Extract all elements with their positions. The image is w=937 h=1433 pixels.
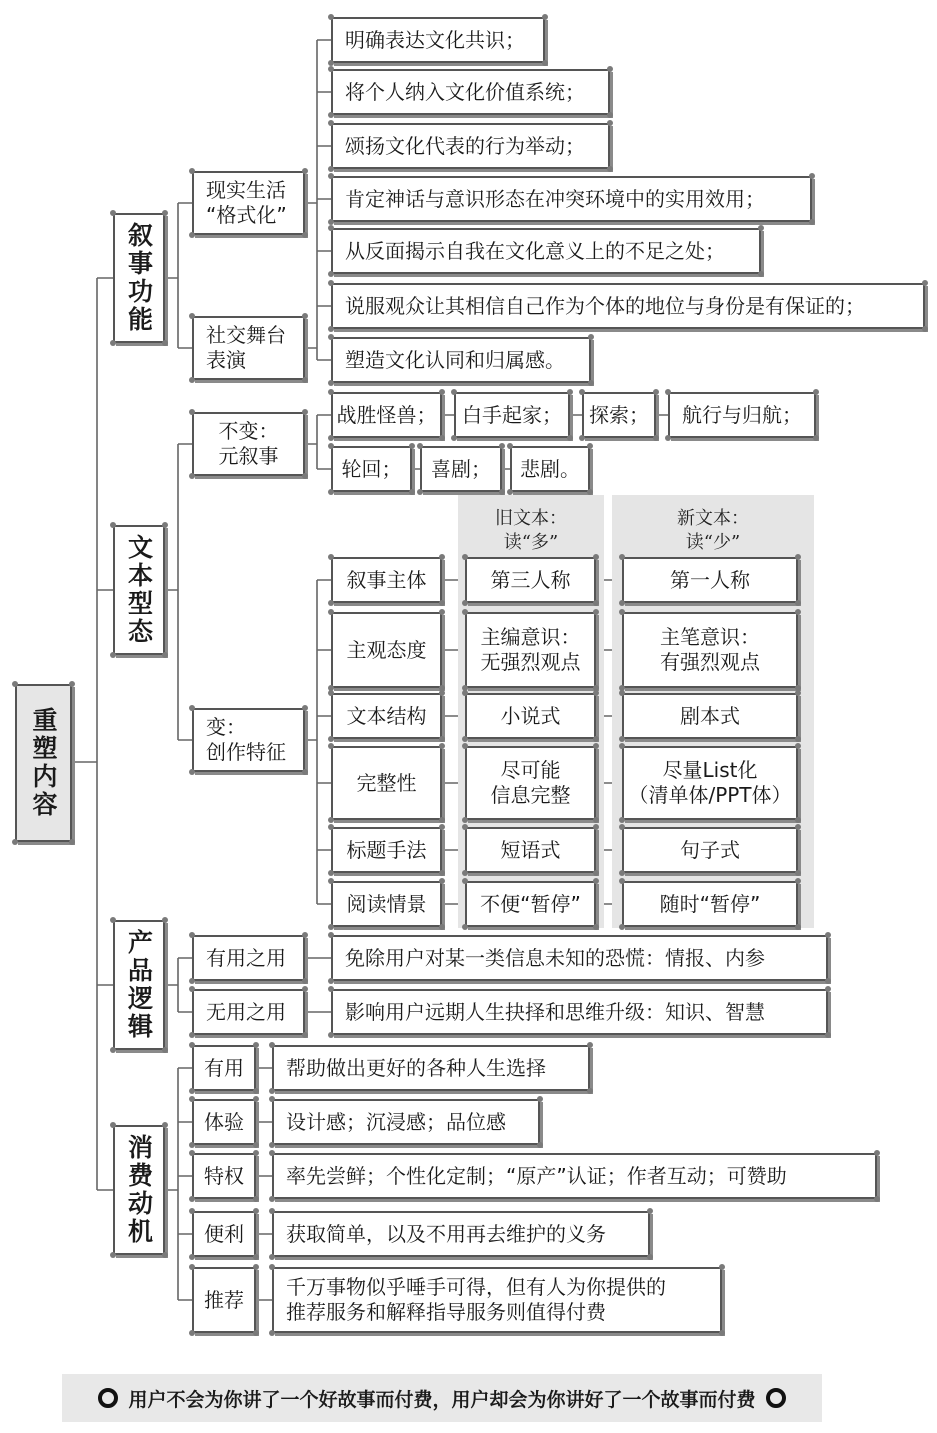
corner-handle: [439, 554, 445, 560]
corner-handle: [189, 232, 195, 238]
corner-handle: [647, 1254, 653, 1260]
corner-handle: [758, 271, 764, 277]
corner-handle: [328, 743, 334, 749]
corner-handle: [462, 878, 468, 884]
corner-handle: [328, 817, 334, 823]
corner-handle: [619, 824, 625, 830]
corner-handle: [665, 389, 671, 395]
corner-handle: [328, 824, 334, 830]
corner-handle: [328, 736, 334, 742]
corner-handle: [619, 554, 625, 560]
corner-handle: [795, 609, 801, 615]
corner-handle: [328, 225, 334, 231]
corner-handle: [593, 743, 599, 749]
corner-handle: [439, 870, 445, 876]
corner-handle: [302, 473, 308, 479]
aspect-completeness: 完整性: [331, 746, 442, 820]
corner-handle: [110, 1047, 116, 1053]
corner-handle: [619, 609, 625, 615]
corner-handle: [825, 932, 831, 938]
corner-handle: [189, 1150, 195, 1156]
corner-handle: [189, 1142, 195, 1148]
subnode-social-stage: 社交舞台 表演: [192, 316, 305, 380]
corner-handle: [462, 817, 468, 823]
corner-handle: [269, 1264, 275, 1270]
root-node: 重塑内容: [15, 684, 72, 842]
motive-desc: 帮助做出更好的各种人生选择: [272, 1045, 590, 1091]
corner-handle: [758, 225, 764, 231]
motive-label: 有用: [192, 1045, 256, 1091]
corner-handle: [69, 839, 75, 845]
corner-handle: [253, 1264, 259, 1270]
product-logic-desc: 影响用户远期人生抉择和思维升级：知识、智慧: [331, 989, 828, 1035]
corner-handle: [809, 173, 815, 179]
footer-text: 用户不会为你讲了一个好故事而付费，用户却会为你讲好了一个故事而付费: [128, 1388, 756, 1411]
new-value: 主笔意识： 有强烈观点: [622, 612, 798, 688]
corner-handle: [269, 1042, 275, 1048]
motive-desc: 获取简单，以及不用再去维护的义务: [272, 1211, 650, 1257]
corner-handle: [269, 1150, 275, 1156]
corner-handle: [269, 1254, 275, 1260]
corner-handle: [439, 743, 445, 749]
corner-handle: [619, 600, 625, 606]
corner-handle: [619, 817, 625, 823]
corner-handle: [302, 769, 308, 775]
corner-handle: [462, 743, 468, 749]
corner-handle: [269, 1096, 275, 1102]
old-value: 短语式: [465, 827, 596, 873]
corner-handle: [417, 489, 423, 495]
aspect-title-technique: 标题手法: [331, 827, 442, 873]
corner-handle: [607, 120, 613, 126]
corner-handle: [162, 210, 168, 216]
corner-handle: [302, 978, 308, 984]
corner-handle: [162, 917, 168, 923]
corner-handle: [607, 166, 613, 172]
new-text-header: 新文本： 读“少”: [677, 508, 749, 553]
corner-handle: [619, 743, 625, 749]
corner-handle: [328, 443, 334, 449]
corner-handle: [328, 166, 334, 172]
meta-narrative-item: 悲剧。: [510, 446, 590, 492]
corner-handle: [795, 924, 801, 930]
corner-handle: [189, 1042, 195, 1048]
corner-handle: [439, 924, 445, 930]
corner-handle: [328, 978, 334, 984]
corner-handle: [439, 609, 445, 615]
corner-handle: [328, 334, 334, 340]
motive-label: 便利: [192, 1211, 256, 1257]
corner-handle: [328, 489, 334, 495]
corner-handle: [162, 1047, 168, 1053]
corner-handle: [719, 1330, 725, 1336]
corner-handle: [328, 66, 334, 72]
corner-handle: [162, 652, 168, 658]
narrative-item: 颂扬文化代表的行为举动；: [331, 123, 610, 169]
corner-handle: [253, 1088, 259, 1094]
new-value: 随时“暂停”: [622, 881, 798, 927]
corner-handle: [328, 380, 334, 386]
corner-handle: [588, 380, 594, 386]
meta-narrative-item: 喜剧；: [420, 446, 502, 492]
corner-handle: [567, 389, 573, 395]
circle-icon: [766, 1388, 786, 1408]
corner-handle: [593, 554, 599, 560]
corner-handle: [110, 1122, 116, 1128]
corner-handle: [579, 389, 585, 395]
corner-handle: [507, 489, 513, 495]
corner-handle: [328, 1032, 334, 1038]
corner-handle: [328, 14, 334, 20]
corner-handle: [593, 824, 599, 830]
corner-handle: [593, 870, 599, 876]
corner-handle: [619, 736, 625, 742]
corner-handle: [302, 377, 308, 383]
corner-handle: [462, 924, 468, 930]
corner-handle: [813, 389, 819, 395]
corner-handle: [593, 736, 599, 742]
narrative-item: 肯定神话与意识形态在冲突环境中的实用效用；: [331, 176, 812, 222]
corner-handle: [439, 435, 445, 441]
old-value: 主编意识： 无强烈观点: [465, 612, 596, 688]
corner-handle: [328, 389, 334, 395]
corner-handle: [189, 313, 195, 319]
motive-label: 特权: [192, 1153, 256, 1199]
old-text-header: 旧文本： 读“多”: [495, 508, 567, 553]
corner-handle: [328, 271, 334, 277]
corner-handle: [922, 280, 928, 286]
section-text-form: 文本型态: [113, 525, 165, 655]
corner-handle: [189, 1096, 195, 1102]
corner-handle: [12, 839, 18, 845]
corner-handle: [537, 1142, 543, 1148]
corner-handle: [593, 817, 599, 823]
corner-handle: [593, 924, 599, 930]
corner-handle: [328, 986, 334, 992]
corner-handle: [302, 1032, 308, 1038]
corner-handle: [328, 326, 334, 332]
corner-handle: [189, 932, 195, 938]
corner-handle: [587, 443, 593, 449]
corner-handle: [302, 232, 308, 238]
section-consumption-motive: 消费动机: [113, 1125, 165, 1255]
corner-handle: [619, 690, 625, 696]
corner-handle: [269, 1088, 275, 1094]
corner-handle: [593, 878, 599, 884]
corner-handle: [462, 554, 468, 560]
corner-handle: [417, 443, 423, 449]
corner-handle: [607, 112, 613, 118]
corner-handle: [328, 120, 334, 126]
corner-handle: [328, 870, 334, 876]
corner-handle: [302, 986, 308, 992]
narrative-item: 说服观众让其相信自己作为个体的地位与身份是有保证的；: [331, 283, 925, 329]
corner-handle: [499, 443, 505, 449]
corner-handle: [409, 489, 415, 495]
corner-handle: [439, 817, 445, 823]
corner-handle: [328, 600, 334, 606]
corner-handle: [162, 340, 168, 346]
corner-handle: [302, 932, 308, 938]
corner-handle: [462, 609, 468, 615]
corner-handle: [874, 1196, 880, 1202]
corner-handle: [813, 435, 819, 441]
corner-handle: [439, 824, 445, 830]
corner-handle: [328, 690, 334, 696]
section-product-logic: 产品逻辑: [113, 920, 165, 1050]
corner-handle: [189, 986, 195, 992]
corner-handle: [587, 1088, 593, 1094]
corner-handle: [439, 389, 445, 395]
corner-handle: [189, 1088, 195, 1094]
corner-handle: [439, 690, 445, 696]
corner-handle: [189, 705, 195, 711]
corner-handle: [587, 489, 593, 495]
new-value: 剧本式: [622, 693, 798, 739]
corner-handle: [328, 112, 334, 118]
corner-handle: [328, 924, 334, 930]
subnode-unchanged-meta-narrative: 不变： 元叙事: [192, 412, 305, 476]
corner-handle: [809, 219, 815, 225]
corner-handle: [462, 870, 468, 876]
motive-desc: 设计感；沉浸感；品位感: [272, 1099, 540, 1145]
corner-handle: [162, 1252, 168, 1258]
corner-handle: [439, 736, 445, 742]
corner-handle: [189, 168, 195, 174]
old-value: 不便“暂停”: [465, 881, 596, 927]
corner-handle: [795, 690, 801, 696]
corner-handle: [253, 1208, 259, 1214]
corner-handle: [253, 1096, 259, 1102]
corner-handle: [795, 878, 801, 884]
corner-handle: [507, 443, 513, 449]
corner-handle: [409, 443, 415, 449]
corner-handle: [110, 522, 116, 528]
corner-handle: [795, 824, 801, 830]
corner-handle: [825, 978, 831, 984]
circle-icon: [98, 1388, 118, 1408]
corner-handle: [593, 690, 599, 696]
corner-handle: [451, 435, 457, 441]
corner-handle: [439, 878, 445, 884]
corner-handle: [189, 1208, 195, 1214]
new-value: 句子式: [622, 827, 798, 873]
corner-handle: [328, 554, 334, 560]
meta-narrative-item: 白手起家；: [454, 392, 570, 438]
corner-handle: [269, 1208, 275, 1214]
corner-handle: [719, 1264, 725, 1270]
corner-handle: [593, 609, 599, 615]
corner-handle: [110, 917, 116, 923]
corner-handle: [593, 600, 599, 606]
corner-handle: [110, 210, 116, 216]
corner-handle: [162, 1122, 168, 1128]
corner-handle: [253, 1330, 259, 1336]
corner-handle: [253, 1142, 259, 1148]
corner-handle: [110, 1252, 116, 1258]
corner-handle: [253, 1254, 259, 1260]
corner-handle: [189, 1330, 195, 1336]
corner-handle: [462, 690, 468, 696]
corner-handle: [874, 1150, 880, 1156]
corner-handle: [189, 1254, 195, 1260]
narrative-item: 将个人纳入文化价值系统；: [331, 69, 610, 115]
corner-handle: [439, 600, 445, 606]
new-value: 第一人称: [622, 557, 798, 603]
corner-handle: [462, 600, 468, 606]
corner-handle: [619, 878, 625, 884]
corner-handle: [189, 473, 195, 479]
narrative-item: 明确表达文化共识；: [331, 17, 545, 63]
corner-handle: [189, 1032, 195, 1038]
corner-handle: [253, 1196, 259, 1202]
corner-handle: [189, 1264, 195, 1270]
corner-handle: [665, 435, 671, 441]
corner-handle: [302, 705, 308, 711]
corner-handle: [653, 389, 659, 395]
corner-handle: [462, 824, 468, 830]
narrative-item: 塑造文化认同和归属感。: [331, 337, 591, 383]
meta-narrative-item: 轮回；: [331, 446, 412, 492]
corner-handle: [328, 173, 334, 179]
motive-desc: 率先尝鲜；个性化定制；“原产”认证；作者互动；可赞助: [272, 1153, 877, 1199]
corner-handle: [653, 435, 659, 441]
corner-handle: [607, 66, 613, 72]
footer-banner: [62, 1374, 822, 1422]
corner-handle: [302, 313, 308, 319]
corner-handle: [189, 769, 195, 775]
corner-handle: [328, 878, 334, 884]
new-value: 尽量List化 （清单体/PPT体）: [622, 746, 798, 820]
corner-handle: [795, 554, 801, 560]
corner-handle: [451, 389, 457, 395]
corner-handle: [588, 334, 594, 340]
corner-handle: [922, 326, 928, 332]
corner-handle: [537, 1096, 543, 1102]
corner-handle: [795, 870, 801, 876]
meta-narrative-item: 航行与归航；: [668, 392, 816, 438]
corner-handle: [825, 986, 831, 992]
corner-handle: [253, 1150, 259, 1156]
corner-handle: [328, 932, 334, 938]
motive-label: 推荐: [192, 1267, 256, 1333]
corner-handle: [162, 522, 168, 528]
corner-handle: [542, 14, 548, 20]
corner-handle: [69, 681, 75, 687]
motive-desc: 千万事物似乎唾手可得，但有人为你提供的 推荐服务和解释指导服务则值得付费: [272, 1267, 722, 1333]
corner-handle: [189, 409, 195, 415]
corner-handle: [328, 435, 334, 441]
corner-handle: [302, 168, 308, 174]
corner-handle: [328, 609, 334, 615]
corner-handle: [110, 340, 116, 346]
corner-handle: [189, 1196, 195, 1202]
corner-handle: [795, 736, 801, 742]
corner-handle: [795, 817, 801, 823]
product-logic-label: 无用之用: [192, 989, 305, 1035]
corner-handle: [189, 377, 195, 383]
subnode-real-life-format: 现实生活 “格式化”: [192, 171, 305, 235]
corner-handle: [619, 924, 625, 930]
corner-handle: [795, 600, 801, 606]
section-narrative-function: 叙事功能: [113, 213, 165, 343]
aspect-narrative-subject: 叙事主体: [331, 557, 442, 603]
subnode-changed-creation-traits: 变： 创作特征: [192, 708, 305, 772]
product-logic-label: 有用之用: [192, 935, 305, 981]
corner-handle: [269, 1142, 275, 1148]
corner-handle: [12, 681, 18, 687]
corner-handle: [302, 409, 308, 415]
corner-handle: [328, 280, 334, 286]
meta-narrative-item: 探索；: [582, 392, 656, 438]
corner-handle: [110, 652, 116, 658]
meta-narrative-item: 战胜怪兽；: [331, 392, 442, 438]
motive-label: 体验: [192, 1099, 256, 1145]
product-logic-desc: 免除用户对某一类信息未知的恐慌：情报、内参: [331, 935, 828, 981]
old-value: 小说式: [465, 693, 596, 739]
old-value: 第三人称: [465, 557, 596, 603]
corner-handle: [579, 435, 585, 441]
corner-handle: [619, 870, 625, 876]
corner-handle: [189, 978, 195, 984]
corner-handle: [462, 736, 468, 742]
old-value: 尽可能 信息完整: [465, 746, 596, 820]
corner-handle: [825, 1032, 831, 1038]
corner-handle: [269, 1330, 275, 1336]
corner-handle: [567, 435, 573, 441]
aspect-subjective-attitude: 主观态度: [331, 612, 442, 688]
aspect-text-structure: 文本结构: [331, 693, 442, 739]
corner-handle: [499, 489, 505, 495]
corner-handle: [587, 1042, 593, 1048]
corner-handle: [253, 1042, 259, 1048]
corner-handle: [795, 743, 801, 749]
corner-handle: [647, 1208, 653, 1214]
corner-handle: [542, 60, 548, 66]
narrative-item: 从反面揭示自我在文化意义上的不足之处；: [331, 228, 761, 274]
aspect-reading-scenario: 阅读情景: [331, 881, 442, 927]
corner-handle: [269, 1196, 275, 1202]
